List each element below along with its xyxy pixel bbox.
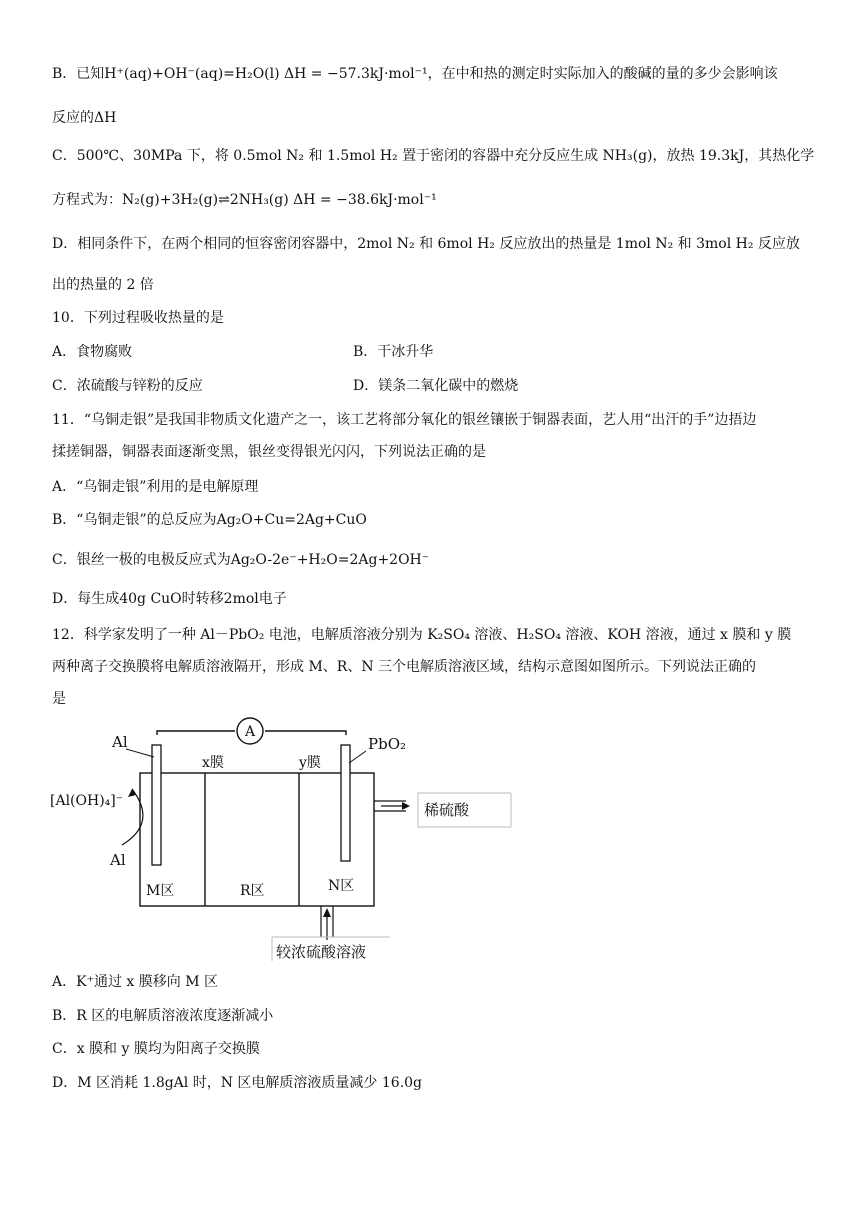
q12-option-a: A．K⁺通过 x 膜移向 M 区 bbox=[52, 974, 218, 990]
q11-option-c: C．银丝一极的电极反应式为Ag₂O-2e⁻+H₂O=2Ag+2OH⁻ bbox=[52, 552, 430, 568]
q12-stem-line1: 12．科学家发明了一种 Al－PbO₂ 电池，电解质溶液分别为 K₂SO₄ 溶液、H₂SO₄ 溶液、KOH 溶液，通过 x 膜和 y 膜 bbox=[52, 627, 792, 643]
q10-option-b: B．干冰升华 bbox=[353, 344, 434, 360]
q11-stem-line1: 11．“乌铜走银”是我国非物质文化遗产之一，该工艺将部分氧化的银丝镶嵌于铜器表面，艺人用“出汗的手”边捂边 bbox=[52, 412, 757, 428]
wire-left bbox=[157, 731, 235, 735]
q10-option-a: A．食物腐败 bbox=[52, 344, 133, 360]
q9-option-d-line2: 出的热量的 2 倍 bbox=[52, 277, 154, 293]
q11-option-a: A．“乌铜走银”利用的是电解原理 bbox=[52, 479, 259, 495]
q9-option-d-line1: D．相同条件下，在两个相同的恒容密闭容器中，2mol N₂ 和 6mol H₂ 反应放出的热量是 1mol N₂ 和 3mol H₂ 反应放 bbox=[52, 236, 800, 252]
x-membrane-label: x膜 bbox=[202, 755, 224, 771]
q10-stem: 10．下列过程吸收热量的是 bbox=[52, 310, 224, 326]
complex-ion-label: [Al(OH)₄]⁻ bbox=[50, 793, 124, 809]
q9-option-b-line1: B．已知H⁺(aq)+OH⁻(aq)=H₂O(l) ΔH = −57.3kJ·mol⁻¹，在中和热的测定时实际加入的酸碱的量的多少会影响该 bbox=[52, 66, 778, 82]
q9-option-b-line2: 反应的ΔH bbox=[52, 110, 117, 126]
al-leader-line bbox=[126, 749, 154, 757]
ammeter-label: A bbox=[244, 724, 256, 740]
pbo2-electrode bbox=[341, 745, 350, 861]
outlet-arrow-icon bbox=[402, 802, 410, 810]
y-membrane-label: y膜 bbox=[299, 755, 321, 771]
q11-stem-line2: 揉搓铜器，铜器表面逐渐变黑，银丝变得银光闪闪，下列说法正确的是 bbox=[52, 444, 486, 460]
al-electrode bbox=[152, 745, 161, 865]
al-top-label: Al bbox=[112, 733, 128, 751]
zone-m-label: M区 bbox=[146, 883, 175, 899]
q11-option-d: D．每生成40g CuO时转移2mol电子 bbox=[52, 591, 287, 607]
q11-option-b: B．“乌铜走银”的总反应为Ag₂O+Cu=2Ag+CuO bbox=[52, 512, 367, 528]
zone-r-label: R区 bbox=[240, 883, 265, 899]
al-bottom-label: Al bbox=[110, 851, 126, 869]
pbo2-leader-line bbox=[349, 751, 366, 763]
inlet-label: 较浓硫酸溶液 bbox=[276, 943, 367, 961]
pbo2-label: PbO₂ bbox=[368, 735, 407, 753]
battery-diagram bbox=[40, 715, 520, 965]
wire-right bbox=[265, 731, 346, 735]
q9-option-c-line2: 方程式为：N₂(g)+3H₂(g)⇌2NH₃(g) ΔH = −38.6kJ·mol⁻¹ bbox=[52, 192, 437, 208]
inlet-arrow-icon bbox=[323, 908, 331, 917]
q12-option-c: C．x 膜和 y 膜均为阳离子交换膜 bbox=[52, 1041, 260, 1057]
outlet-label: 稀硫酸 bbox=[424, 801, 470, 819]
q10-option-c: C．浓硫酸与锌粉的反应 bbox=[52, 378, 203, 394]
zone-n-label: N区 bbox=[328, 878, 355, 894]
q9-option-c-line1: C．500℃、30MPa 下，将 0.5mol N₂ 和 1.5mol H₂ 置于密闭的容器中充分反应生成 NH₃(g)，放热 19.3kJ，其热化学 bbox=[52, 148, 815, 164]
q12-option-d: D．M 区消耗 1.8gAl 时，N 区电解质溶液质量减少 16.0g bbox=[52, 1075, 423, 1091]
q12-option-b: B．R 区的电解质溶液浓度逐渐减小 bbox=[52, 1008, 274, 1024]
q12-stem-line2: 两种离子交换膜将电解质溶液隔开，形成 M、R、N 三个电解质溶液区域，结构示意图如图所示。下列说法正确的 bbox=[52, 659, 757, 675]
q12-stem-line3: 是 bbox=[52, 691, 66, 707]
q10-option-d: D．镁条二氧化碳中的燃烧 bbox=[353, 378, 519, 394]
